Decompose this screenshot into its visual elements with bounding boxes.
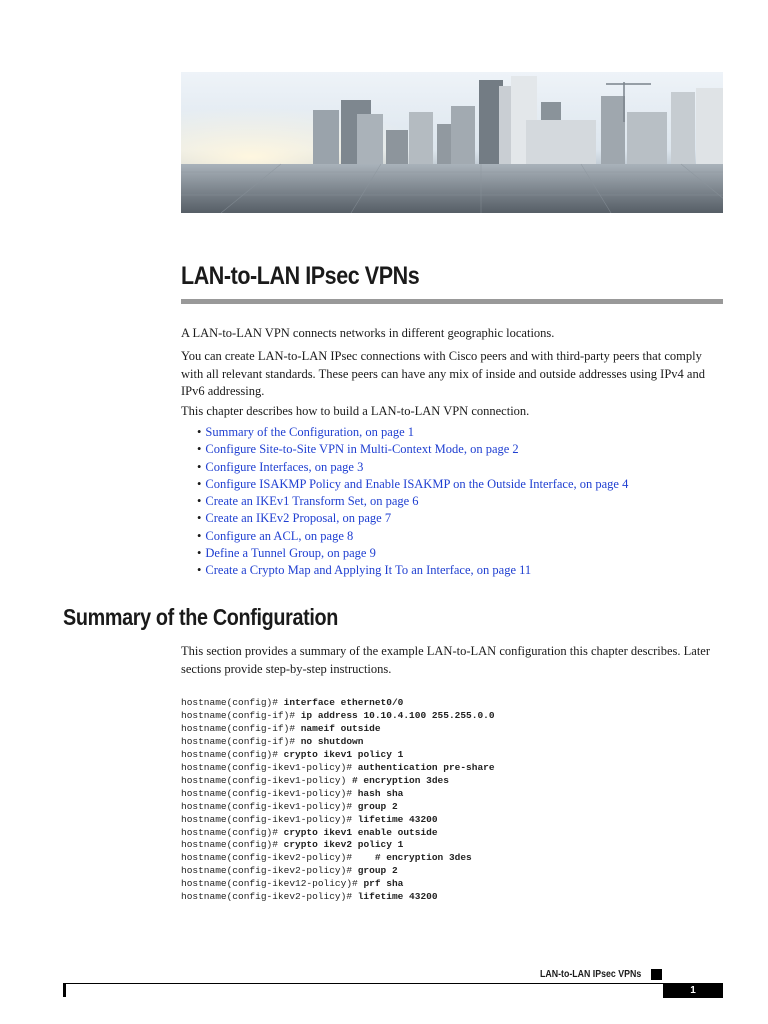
- toc-item: [197, 424, 628, 441]
- code-command: ip address 10.10.4.100 255.255.0.0: [300, 709, 495, 721]
- chapter-title: LAN-to-LAN IPsec VPNs: [181, 262, 420, 290]
- bullet: •: [197, 511, 202, 526]
- code-line: [181, 891, 495, 904]
- toc-link-interfaces[interactable]: Configure Interfaces, on page 3: [205, 459, 364, 474]
- code-line: [181, 878, 495, 891]
- toc-link-isakmp[interactable]: Configure ISAKMP Policy and Enable ISAKMP on the Outside Interface, on page 4: [205, 476, 629, 491]
- bullet: •: [197, 528, 202, 543]
- code-command: crypto ikev1 policy 1: [283, 748, 404, 760]
- footer-rule: [63, 983, 663, 984]
- code-line: [181, 710, 495, 723]
- code-prompt: hostname(config-ikev2-policy)#: [181, 891, 358, 903]
- toc-item: [197, 459, 628, 476]
- bullet: •: [197, 563, 202, 578]
- code-command: group 2: [357, 865, 398, 877]
- code-prompt: hostname(config-ikev12-policy)#: [181, 878, 364, 890]
- code-command: prf sha: [363, 878, 404, 890]
- code-prompt: hostname(config-if)#: [181, 722, 301, 734]
- code-line: [181, 775, 495, 788]
- code-prompt: hostname(config-ikev1-policy): [181, 774, 353, 786]
- footer-marker: [651, 969, 662, 980]
- config-code-block: [181, 697, 495, 904]
- code-line: [181, 723, 495, 736]
- code-line: [181, 736, 495, 749]
- code-prompt: hostname(config-if)#: [181, 709, 301, 721]
- toc-link-ikev2-proposal[interactable]: Create an IKEv2 Proposal, on page 7: [205, 511, 392, 526]
- code-prompt: hostname(config)#: [181, 826, 284, 838]
- code-prompt: hostname(config)#: [181, 748, 284, 760]
- code-command: crypto ikev1 enable outside: [283, 826, 438, 838]
- code-line: [181, 788, 495, 801]
- intro-paragraph-1: A LAN-to-LAN VPN connects networks in different geographic locations.: [181, 326, 555, 340]
- code-command: # encryption 3des: [357, 852, 472, 864]
- code-command: lifetime 43200: [357, 813, 438, 825]
- code-prompt: hostname(config)#: [181, 839, 284, 851]
- code-line: [181, 839, 495, 852]
- toc-item: [197, 476, 628, 493]
- bullet: •: [197, 442, 202, 457]
- chapter-banner-image: [181, 72, 723, 213]
- code-prompt: hostname(config)#: [181, 697, 284, 708]
- bullet: •: [197, 546, 202, 561]
- intro-paragraph-2: You can create LAN-to-LAN IPsec connections with Cisco peers and with third-party peers that comply with all relevant standards. These peers can have any mix of inside and outside addresses using IPv4 and IPv6 addressing.: [181, 349, 705, 398]
- toc-item: [197, 545, 628, 562]
- code-command: interface ethernet0/0: [283, 697, 404, 708]
- section-body: This section provides a summary of the example LAN-to-LAN configuration this chapter describes. Later sections provide step-by-step instructions.: [181, 644, 711, 676]
- toc-item: [197, 493, 628, 510]
- code-command: no shutdown: [300, 735, 364, 747]
- code-command: nameif outside: [300, 722, 381, 734]
- bullet: •: [197, 459, 202, 474]
- toc-item: [197, 510, 628, 527]
- code-prompt: hostname(config-ikev1-policy)#: [181, 761, 358, 773]
- section-title: Summary of the Configuration: [63, 604, 338, 630]
- page-number: 1: [663, 983, 723, 998]
- footer-tick: [63, 983, 66, 997]
- code-prompt: hostname(config-ikev1-policy)#: [181, 800, 358, 812]
- title-underline: [181, 299, 723, 304]
- code-prompt: hostname(config-ikev2-policy)#: [181, 852, 358, 864]
- city-skyline-illustration: [181, 72, 723, 213]
- code-line: [181, 762, 495, 775]
- toc-link-multi-context[interactable]: Configure Site-to-Site VPN in Multi-Context Mode, on page 2: [205, 442, 519, 457]
- toc-item: [197, 528, 628, 545]
- code-command: group 2: [357, 800, 398, 812]
- code-line: [181, 697, 495, 710]
- intro-paragraph-3: This chapter describes how to build a LAN-to-LAN VPN connection.: [181, 404, 530, 418]
- code-line: [181, 749, 495, 762]
- toc-link-summary[interactable]: Summary of the Configuration, on page 1: [205, 425, 415, 439]
- code-command: crypto ikev2 policy 1: [283, 839, 404, 851]
- code-line: [181, 852, 495, 865]
- code-line: [181, 827, 495, 840]
- toc-item: [197, 562, 628, 579]
- code-line: [181, 814, 495, 827]
- toc-link-crypto-map[interactable]: Create a Crypto Map and Applying It To an Interface, on page 11: [205, 563, 532, 578]
- code-line: [181, 801, 495, 814]
- code-prompt: hostname(config-ikev1-policy)#: [181, 813, 358, 825]
- code-command: # encryption 3des: [352, 774, 449, 786]
- code-prompt: hostname(config-ikev1-policy)#: [181, 787, 358, 799]
- toc-item: [197, 441, 628, 458]
- bullet: •: [197, 476, 202, 491]
- code-prompt: hostname(config-ikev2-policy)#: [181, 865, 358, 877]
- footer-chapter-label: LAN-to-LAN IPsec VPNs: [540, 969, 642, 980]
- code-command: authentication pre-share: [357, 761, 495, 773]
- code-line: [181, 865, 495, 878]
- toc-link-ikev1-transform[interactable]: Create an IKEv1 Transform Set, on page 6: [205, 494, 419, 509]
- bullet: •: [197, 494, 202, 509]
- toc-link-acl[interactable]: Configure an ACL, on page 8: [205, 528, 354, 543]
- code-prompt: hostname(config-if)#: [181, 735, 301, 747]
- code-command: lifetime 43200: [357, 891, 438, 903]
- toc-link-tunnel-group[interactable]: Define a Tunnel Group, on page 9: [205, 546, 376, 561]
- bullet: •: [197, 425, 202, 439]
- code-command: hash sha: [357, 787, 404, 799]
- chapter-toc-list: [197, 424, 628, 580]
